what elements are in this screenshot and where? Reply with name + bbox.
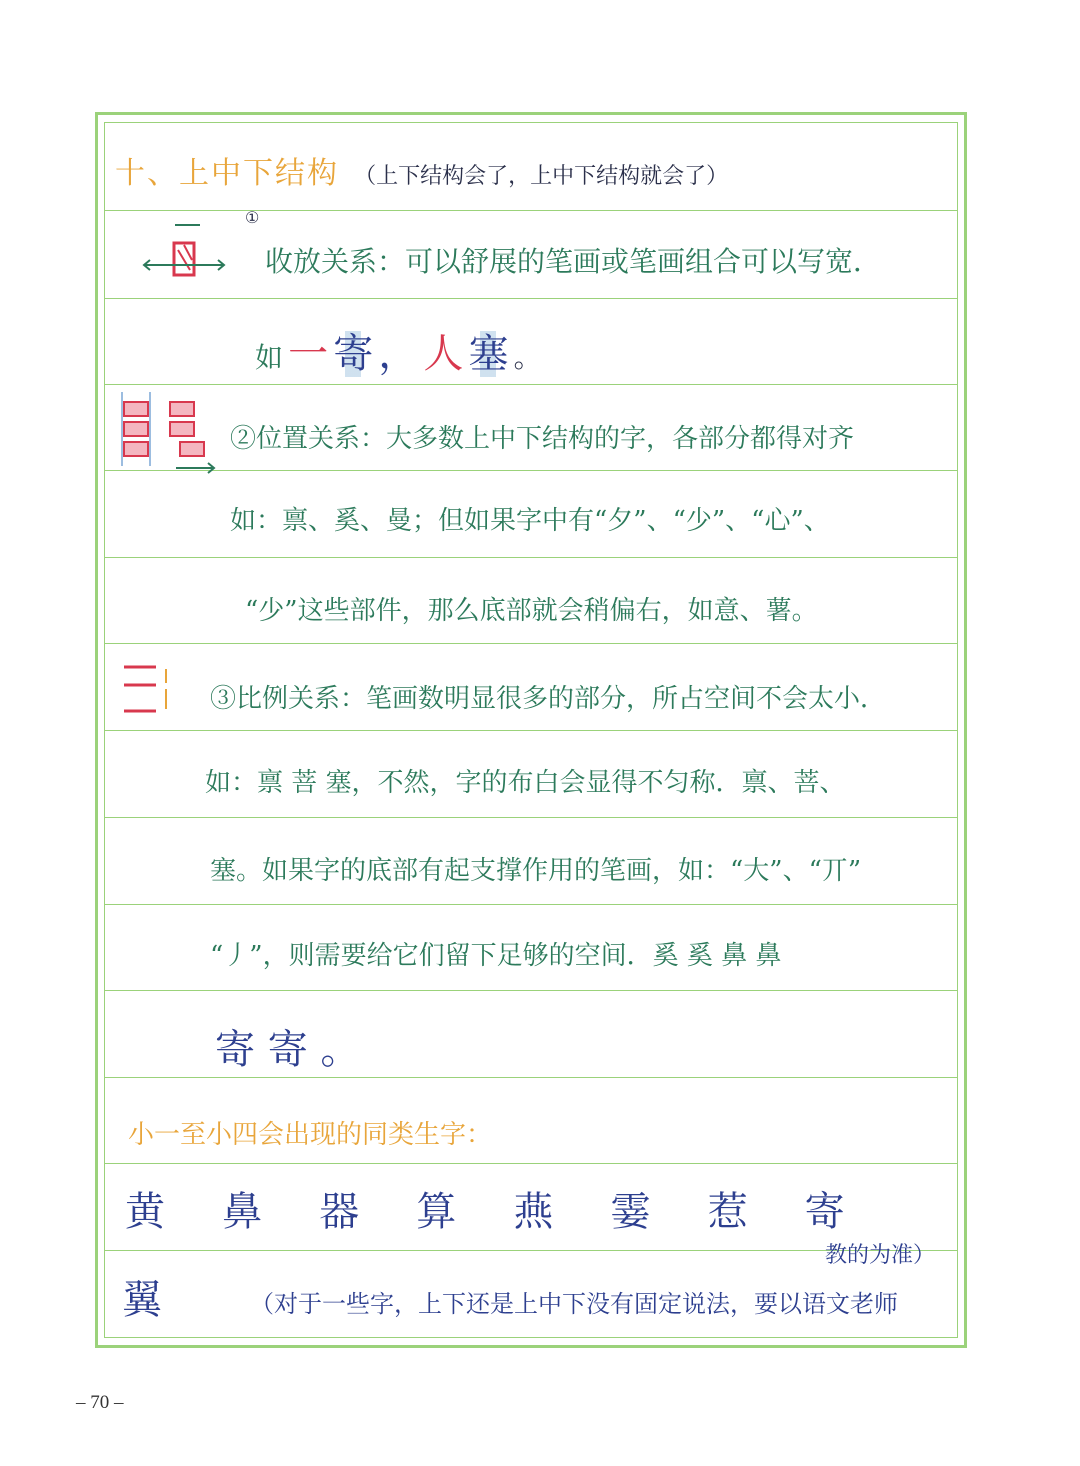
point1-number: ① <box>245 208 260 227</box>
point2-line3: “少”这些部件，那么底部就会稍偏右，如意、薯。 <box>245 596 818 626</box>
practice-char: 黄 <box>125 1189 165 1235</box>
ruled-line <box>104 643 958 644</box>
ruled-line <box>104 384 958 385</box>
example-char: 一 <box>288 331 329 377</box>
ruled-line <box>104 990 958 991</box>
ruled-line <box>104 1163 958 1164</box>
ruled-line <box>104 298 958 299</box>
practice-char: 器 <box>319 1189 360 1235</box>
section-title-row <box>115 148 728 192</box>
example-char: 人 <box>423 331 464 377</box>
point1-text: 收放关系：可以舒展的笔画或笔画组合可以写宽． <box>265 245 882 278</box>
point2-text: ②位置关系：大多数上中下结构的字，各部分都得对齐 <box>230 424 855 454</box>
practice-char: 算 <box>416 1189 457 1235</box>
practice-char: 惹 <box>707 1189 748 1235</box>
last-row-note-end: 教的为准） <box>825 1243 936 1268</box>
point2-examples: 如：禀、奚、曼；但如果字中有“夕”、“少”、“心”、 <box>230 506 830 536</box>
point1-examples <box>255 322 542 379</box>
ruled-line <box>104 904 958 905</box>
page-number: – 70 – <box>76 1392 124 1413</box>
example-char: 塞 <box>468 331 509 377</box>
ruled-line <box>104 470 958 471</box>
section-title: 十、上中下结构 <box>115 156 339 191</box>
point3-text: ③比例关系：笔画数明显很多的部分，所占空间不会太小． <box>210 684 887 714</box>
practice-char: 燕 <box>513 1189 554 1235</box>
point3-line3: 塞。如果字的底部有起支撑作用的笔画，如：“大”、“丌” <box>210 856 862 886</box>
ruled-line <box>104 210 958 211</box>
example-char: ， <box>378 331 419 377</box>
example-char: 寄 <box>333 331 374 377</box>
ruled-line <box>104 557 958 558</box>
last-row-char: 翼 <box>122 1277 162 1323</box>
example-prefix: 如 <box>255 341 284 374</box>
point3-line4: “丿”，则需要给它们留下足够的空间．奚 奚 鼻 鼻 <box>210 941 782 971</box>
ruled-line <box>104 817 958 818</box>
practice-char: 寄 <box>804 1189 845 1235</box>
ruled-line <box>104 1077 958 1078</box>
example-char: 。 <box>513 341 542 374</box>
proportion-diagram-icon <box>120 655 180 721</box>
ruled-line <box>104 730 958 731</box>
last-row-note: （对于一些字，上下还是上中下没有固定说法，要以语文老师 <box>250 1290 898 1318</box>
point3-line2: 如：禀 菩 塞，不然，字的布白会显得不匀称．禀、菩、 <box>205 768 846 798</box>
stretch-diagram-icon <box>140 215 230 290</box>
point3-line5: 寄 寄 。 <box>215 1027 361 1073</box>
section-subtitle: （上下结构会了，上中下结构就会了） <box>354 164 729 189</box>
grade-note: 小一至小四会出现的同类生字： <box>128 1120 493 1150</box>
practice-char: 霎 <box>610 1189 651 1235</box>
alignment-diagram-icon <box>118 388 218 480</box>
practice-char: 鼻 <box>222 1189 263 1235</box>
practice-chars-row <box>125 1180 897 1237</box>
